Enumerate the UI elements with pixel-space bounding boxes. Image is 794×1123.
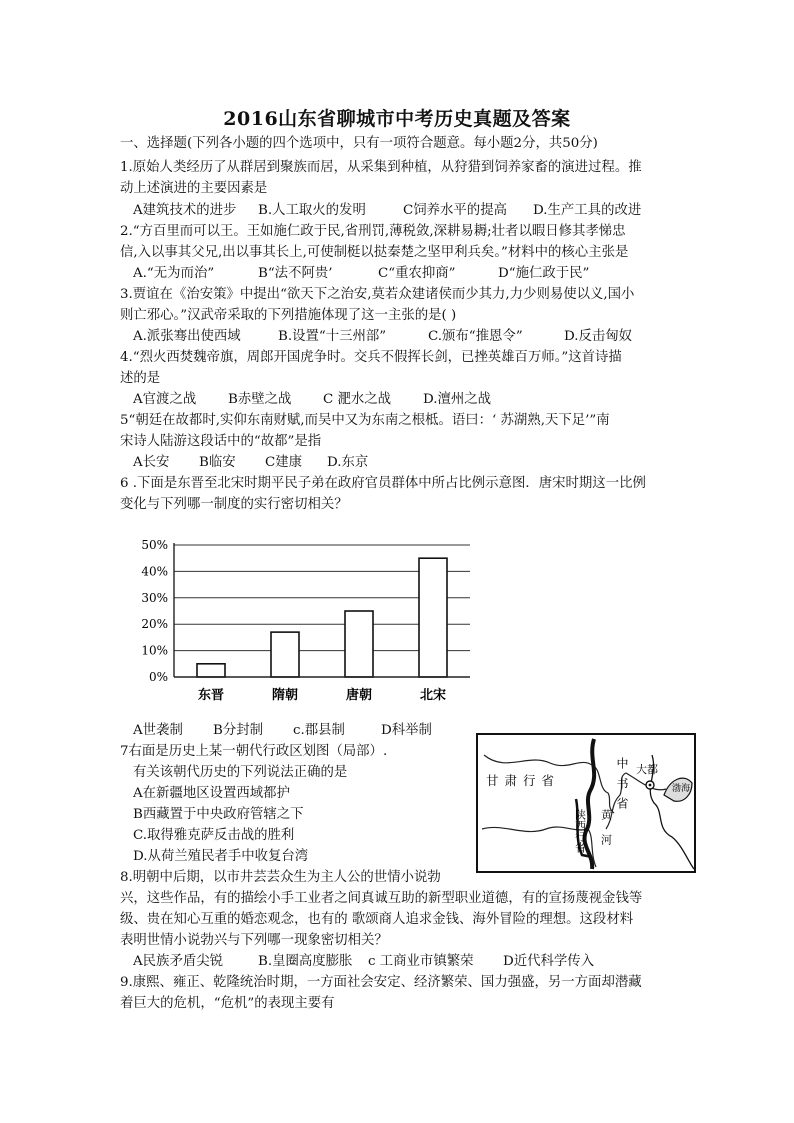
q6-option-c[interactable]: c.郡县制	[293, 723, 345, 738]
q5-option-a[interactable]: A长安	[133, 455, 170, 470]
q6-options	[133, 721, 432, 741]
q1-options	[133, 201, 641, 221]
bar-4	[419, 558, 447, 677]
q8-stem-line3: 级、贵在知心互重的婚恋观念，也有的 歌颂商人追求金钱、海外冒险的理想。这段材料	[120, 912, 634, 927]
label-huanghe: 黄河	[599, 809, 613, 859]
q6-option-b[interactable]: B分封制	[213, 723, 264, 738]
q2-stem-line1: 2.“方百里而可以王。王如施仁政于民,省刑罚,薄税敛,深耕易耨;壮者以暇日修其孝悌忠	[120, 224, 626, 239]
page-title: 2016山东省聊城市中考历史真题及答案	[223, 108, 571, 130]
q2-option-d[interactable]: D“施仁政于民”	[498, 266, 590, 281]
q5-option-d[interactable]: D.东京	[327, 455, 369, 470]
yuan-admin-map	[476, 733, 696, 873]
y-tick-label: 50%	[141, 538, 168, 552]
q9-stem-line2: 着巨大的危机，“危机”的表现主要有	[120, 996, 335, 1011]
q1-stem-line2: 动上述演进的主要因素是	[120, 181, 268, 196]
q6-stem-line2: 变化与下列哪一制度的实行密切相关？	[120, 497, 348, 512]
q8-stem-line1: 8.明朝中后期，以市井芸芸众生为主人公的世情小说勃	[120, 870, 441, 885]
y-tick-label: 0%	[148, 670, 168, 684]
y-tick-label: 40%	[141, 564, 168, 579]
q2-option-b[interactable]: B“法不阿贵’	[258, 266, 333, 281]
q7-option-c[interactable]: C.取得雅克萨反击战的胜利	[133, 828, 295, 843]
bar-2	[271, 632, 299, 677]
q8-option-a[interactable]: A民族矛盾尖锐	[133, 954, 224, 969]
x-category-label: 北宋	[419, 688, 447, 703]
q4-options	[133, 390, 491, 410]
q5-option-c[interactable]: C建康	[265, 455, 303, 470]
q4-option-b[interactable]: B赤壁之战	[228, 392, 292, 407]
q4-option-d[interactable]: D.澶州之战	[423, 392, 492, 407]
q3-options	[133, 327, 632, 347]
q4-option-a[interactable]: A官渡之战	[133, 392, 197, 407]
q3-option-a[interactable]: A.派张骞出使西域	[133, 329, 241, 344]
q8-option-c[interactable]: c 工商业市镇繁荣	[368, 954, 474, 969]
q2-stem-line2: 信,入以事其父兄,出以事其长上,可使制梃以挞秦楚之坚甲利兵矣。”材料中的核心主张是	[120, 245, 629, 260]
q1-option-d[interactable]: D.生产工具的改进	[533, 203, 642, 218]
q1-option-a[interactable]: A建筑技术的进步	[133, 203, 237, 218]
y-tick-label: 20%	[141, 617, 168, 632]
q1-stem-line1: 1.原始人类经历了从群居到聚族而居，从采集到种植，从狩猎到饲养家畜的演进过程。推	[120, 160, 642, 175]
section-heading: 一、选择题(下列各小题的四个选项中，只有一项符合题意。每小题2分，共50分)	[120, 136, 598, 151]
q7-option-d[interactable]: D.从荷兰殖民者手中收复台湾	[133, 849, 309, 864]
label-zhongshu: 中书省	[615, 757, 629, 817]
dadu-marker-dot	[649, 784, 652, 787]
q4-option-c[interactable]: C 淝水之战	[323, 392, 392, 407]
label-bohai: 渤海	[672, 784, 691, 794]
bar-1	[197, 664, 225, 677]
q9-stem-line1: 9.康熙、雍正、乾隆统治时期，一方面社会安定、经济繁荣、国力强盛，另一方面却潜藏	[120, 975, 642, 990]
q7-option-a[interactable]: A在新疆地区设置西域都护	[133, 786, 290, 801]
q6-option-d[interactable]: D科举制	[381, 723, 432, 738]
official-ratio-bar-chart	[120, 521, 532, 713]
x-category-label: 唐朝	[345, 688, 373, 703]
q6-stem-line1: 6 .下面是东晋至北宋时期平民子弟在政府官员群体中所占比例示意图．唐宋时期这一比例	[120, 476, 646, 491]
q5-option-b[interactable]: B临安	[199, 455, 236, 470]
q3-option-c[interactable]: C.颁布“推恩令”	[428, 329, 523, 344]
q4-stem-line1: 4.“烈火西焚魏帝旗，周郎开国虎争时。交兵不假挥长剑，已挫英雄百万师。”这首诗描	[120, 350, 622, 365]
x-category-label: 隋朝	[271, 688, 299, 703]
label-dadu: 大都	[636, 763, 658, 776]
q2-options	[133, 264, 589, 284]
q7-option-b[interactable]: B西藏置于中央政府管辖之下	[133, 807, 304, 822]
q2-option-a[interactable]: A.“无为而治”	[133, 266, 215, 281]
q2-option-c[interactable]: C“重农抑商”	[378, 266, 456, 281]
chart-background	[120, 521, 532, 713]
q1-option-b[interactable]: B.人工取火的发明	[258, 203, 366, 218]
x-category-label: 东晋	[197, 688, 225, 703]
q3-stem-line2: 则亡邪心。”汉武帝采取的下列措施体现了这一主张的是( )	[120, 308, 457, 323]
q1-option-c[interactable]: C饲养水平的提高	[403, 203, 507, 218]
q8-stem-line4: 表明世情小说勃兴与下列哪一现象密切相关？	[120, 933, 388, 948]
q4-stem-line2: 述的是	[120, 371, 161, 386]
q6-option-a[interactable]: A世袭制	[133, 723, 183, 738]
q3-option-b[interactable]: B.设置“十三州部”	[278, 329, 387, 344]
y-tick-label: 30%	[141, 590, 168, 605]
q3-option-d[interactable]: D.反击匈奴	[564, 329, 633, 344]
label-gansu: 甘肃行省	[486, 773, 561, 788]
q8-options	[133, 952, 594, 972]
q5-stem-line2: 宋诗人陆游这段话中的“故都”是指	[120, 434, 322, 449]
q8-option-b[interactable]: B.皇圈高度膨胀	[258, 954, 353, 969]
q5-options	[133, 453, 368, 473]
q3-stem-line1: 3.贾谊在《治安策》中提出“欲天下之治安,莫若众建诸侯而少其力,力少则易使以义,国小	[120, 287, 635, 302]
bar-3	[345, 611, 373, 677]
q5-stem-line1: 5“朝廷在故都时,实仰东南财赋,而吴中又为东南之根柢。语曰：‘ 苏湖熟,天下足’”南	[120, 413, 610, 428]
q7-stem-line2: 有关该朝代历史的下列说法正确的是	[133, 765, 348, 780]
label-shaanxi: 陕西行省	[573, 809, 587, 853]
q8-option-d[interactable]: D近代科学传入	[503, 954, 595, 969]
q7-stem-line1: 7右面是历史上某一朝代行政区划图（局部）.	[120, 744, 388, 759]
q8-stem-line2: 兴，这些作品，有的描绘小手工业者之间真诚互助的新型职业道德，有的宣扬蔑视金钱等	[120, 891, 643, 906]
y-tick-label: 10%	[141, 643, 168, 658]
